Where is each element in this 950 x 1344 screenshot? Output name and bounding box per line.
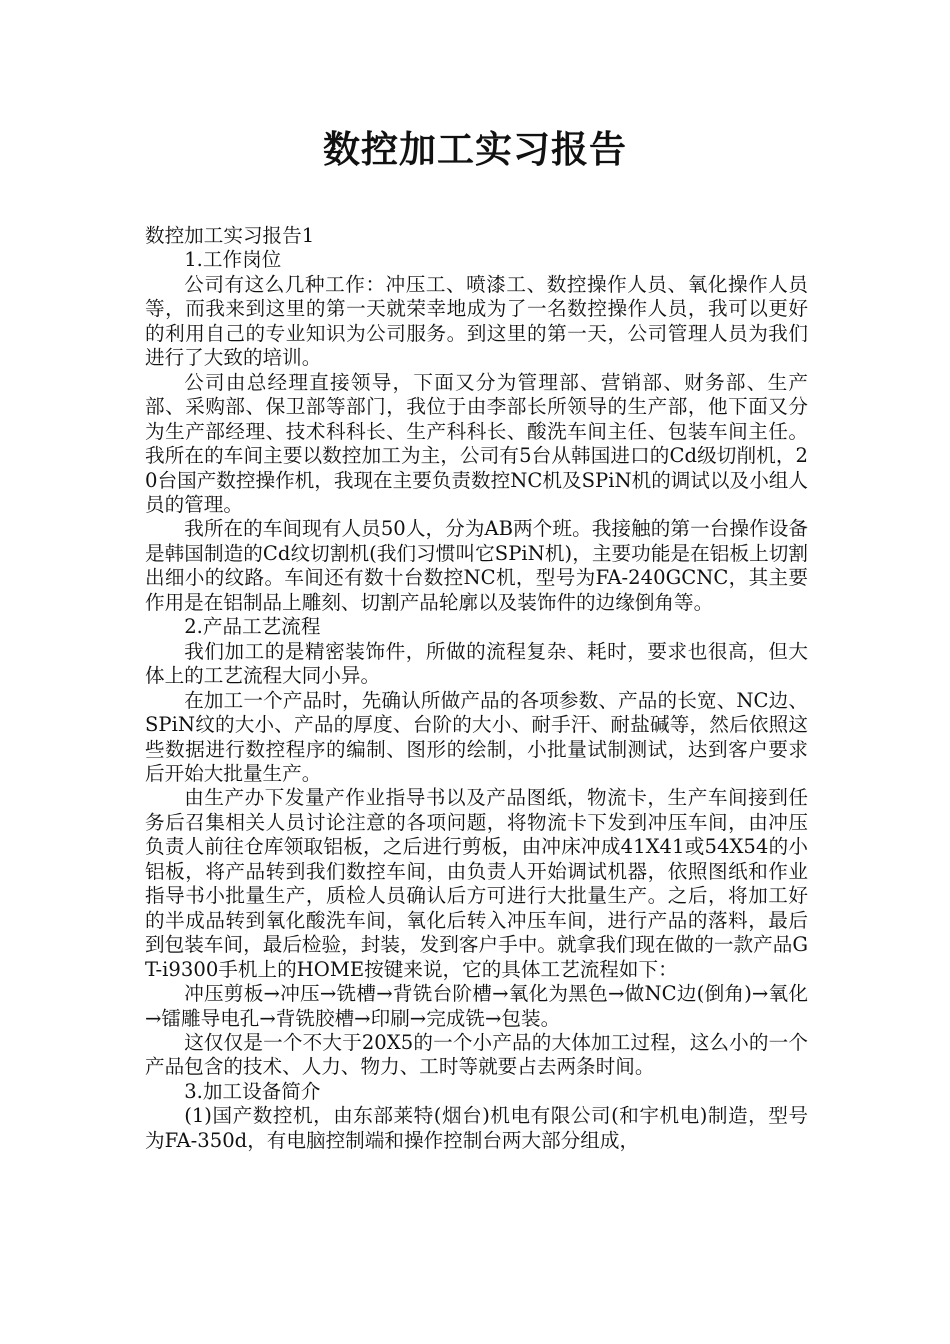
paragraph: 公司有这么几种工作：冲压工、喷漆工、数控操作人员、氧化操作人员等，而我来到这里的第一天就荣幸地成为了一名数控操作人员，我可以更好的利用自己的专业知识为公司服务。到这里的第一天，公司管理人员为我们进行了大致的培训。	[145, 272, 808, 370]
section-heading-job-position: 1.工作岗位	[184, 248, 282, 272]
report-subtitle: 数控加工实习报告1	[145, 224, 315, 247]
document-title: 数控加工实习报告	[323, 128, 627, 171]
process-flow-paragraph: 冲压剪板→冲压→铣槽→背铣台阶槽→氧化为黑色→做NC边(倒角)→氧化→镭雕导电孔→背铣胶槽→印刷→完成铣→包装。	[145, 982, 808, 1030]
paragraph: 这仅仅是一个不大于20X5的一个小产品的大体加工过程，这么小的一个产品包含的技术、人力、物力、工时等就要占去两条时间。	[145, 1030, 808, 1079]
paragraph: 在加工一个产品时，先确认所做产品的各项参数、产品的长宽、NC边、SPiN纹的大小、产品的厚度、台阶的大小、耐手汗、耐盐碱等，然后依照这些数据进行数控程序的编制、图形的绘制，小批量试制测试，达到客户要求后开始大批量生产。	[145, 688, 808, 785]
paragraph: 公司由总经理直接领导，下面又分为管理部、营销部、财务部、生产部、采购部、保卫部等部门，我位于由李部长所领导的生产部，他下面又分为生产部经理、技术科科长、生产科科长、酸洗车间主任、包装车间主任。我所在的车间主要以数控加工为主，公司有5台从韩国进口的Cd级切削机，20台国产数控操作机，我现在主要负责数控NC机及SPiN机的调试以及小组人员的管理。	[145, 370, 808, 516]
document-body	[145, 224, 808, 1153]
paragraph: (1)国产数控机，由东部莱特(烟台)机电有限公司(和宇机电)制造，型号为FA-350d，有电脑控制端和操作控制台两大部分组成，	[145, 1104, 808, 1152]
section-heading-equipment: 3.加工设备简介	[184, 1079, 321, 1103]
paragraph: 由生产办下发量产作业指导书以及产品图纸，物流卡，生产车间接到任务后召集相关人员讨论注意的各项问题，将物流卡下发到冲压车间，由冲压负责人前往仓库领取铝板，之后进行剪板，由冲床冲成41X41或54X54的小铝板，将产品转到我们数控车间，由负责人开始调试机器，依照图纸和作业指导书小批量生产，质检人员确认后方可进行大批量生产。之后，将加工好的半成品转到氧化酸洗车间，氧化后转入冲压车间，进行产品的落料，最后到包装车间，最后检验，封装，发到客户手中。就拿我们现在做的一款产品GT-i9300手机上的HOME按键来说，它的具体工艺流程如下：	[145, 786, 808, 981]
section-heading-process: 2.产品工艺流程	[184, 615, 321, 639]
paragraph: 我们加工的是精密装饰件，所做的流程复杂、耗时，要求也很高，但大体上的工艺流程大同小异。	[145, 639, 808, 688]
paragraph: 我所在的车间现有人员50人，分为AB两个班。我接触的第一台操作设备是韩国制造的Cd纹切割机(我们习惯叫它SPiN机)，主要功能是在铝板上切割出细小的纹路。车间还有数十台数控NC机，型号为FA-240GCNC，其主要作用是在铝制品上雕刻、切割产品轮廓以及装饰件的边缘倒角等。	[145, 517, 808, 614]
